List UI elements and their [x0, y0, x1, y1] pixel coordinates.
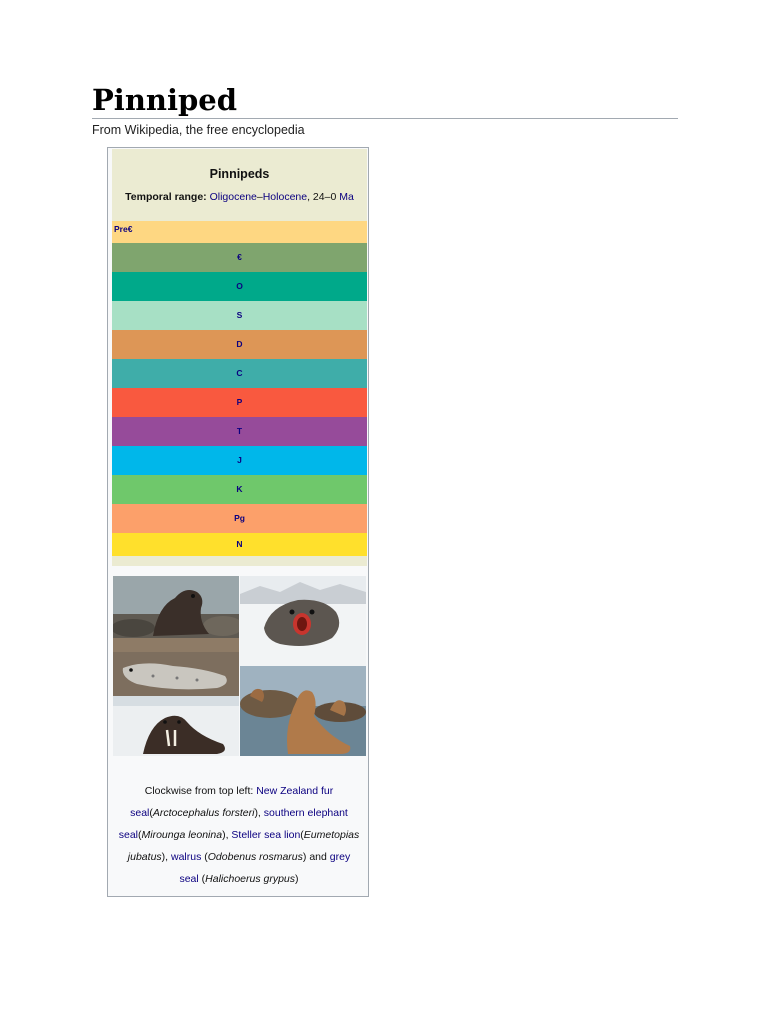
caption-separator-4: ) and: [302, 851, 330, 863]
holocene-link[interactable]: Holocene: [262, 191, 308, 203]
ma-link[interactable]: Ma: [339, 191, 354, 203]
page-title: Pinniped: [92, 83, 238, 117]
grey-seal-photo: [113, 638, 239, 696]
period-permian[interactable]: P: [112, 388, 367, 417]
period-paleogene[interactable]: Pg: [112, 504, 367, 533]
fur-seal-photo: [113, 576, 239, 638]
caption-separator-1: ),: [254, 807, 264, 819]
taxobox-header: [112, 149, 367, 566]
taxon-name: Pinnipeds: [209, 167, 270, 181]
period-silurian[interactable]: S: [112, 301, 367, 330]
caption-sci-name-3: Eumetopias jubatus: [127, 829, 360, 863]
period-cretaceous[interactable]: K: [112, 475, 367, 504]
elephant-seal-photo: [240, 576, 366, 666]
nz-fur-seal-link[interactable]: New Zealand fur seal: [130, 785, 334, 819]
southern-elephant-seal-link[interactable]: southern elephant seal: [118, 807, 348, 841]
temporal-range: [112, 191, 367, 203]
site-tagline: From Wikipedia, the free encyclopedia: [92, 123, 305, 137]
temporal-range-label: Temporal range:: [125, 191, 207, 203]
caption-sci-name-1: Arctocephalus forsteri: [152, 807, 255, 819]
oligocene-link[interactable]: Oligocene: [209, 191, 257, 203]
caption-separator-2: ),: [222, 829, 232, 841]
period-jurassic[interactable]: J: [112, 446, 367, 475]
grey-seal-link[interactable]: grey seal: [179, 851, 351, 885]
steller-sea-lion-link[interactable]: Steller sea lion: [231, 829, 301, 841]
temporal-dash: –: [256, 191, 263, 203]
period-neogene[interactable]: N: [112, 533, 367, 556]
caption-separator-3: ),: [161, 851, 171, 863]
infobox: [107, 147, 369, 897]
walrus-photo: [113, 696, 239, 756]
period-carboniferous[interactable]: C: [112, 359, 367, 388]
title-divider: [92, 118, 678, 119]
caption-end: ): [295, 873, 299, 885]
image-caption: Clockwise from top left: New Zealand fur seal(Arctocephalus forsteri), southern elephant seal(Mirounga leonina), Steller sea lion(Eumetopias jubatus), walrus (Odobenus rosmarus) and grey seal (Halichoerus grypus): [118, 785, 360, 885]
period-ordovician[interactable]: O: [112, 272, 367, 301]
caption-intro: Clockwise from top left:: [144, 785, 257, 797]
sea-lion-photo: [240, 666, 366, 756]
caption-sci-name-5: Halichoerus grypus: [205, 873, 296, 885]
caption-sci-name-2: Mirounga leonina: [141, 829, 223, 841]
period-precambrian[interactable]: Pre€: [112, 221, 367, 243]
caption-sci-name-4: Odobenus rosmarus: [207, 851, 303, 863]
walrus-link[interactable]: walrus: [171, 851, 202, 863]
period-triassic[interactable]: T: [112, 417, 367, 446]
pinniped-photo-collage[interactable]: [112, 576, 366, 756]
temporal-range-values: , 24–0: [307, 191, 340, 203]
period-devonian[interactable]: D: [112, 330, 367, 359]
period-cambrian[interactable]: €: [112, 243, 367, 272]
